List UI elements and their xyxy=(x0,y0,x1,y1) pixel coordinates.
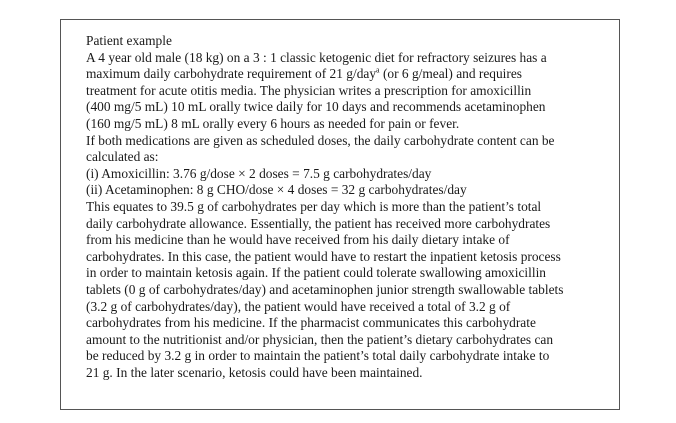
text-line: carbohydrates. In this case, the patient would have to restart the inpatient ketosis process xyxy=(86,248,561,264)
text-line: 21 g. In the later scenario, ketosis could have been maintained. xyxy=(86,364,423,380)
patient-example-box xyxy=(60,19,620,410)
text-line: This equates to 39.5 g of carbohydrates per day which is more than the patient’s total xyxy=(86,198,542,214)
text-line: treatment for acute otitis media. The physician writes a prescription for amoxicillin xyxy=(86,82,532,98)
text-segment: (or 6 g/meal) and requires xyxy=(379,66,523,82)
text-line: amount to the nutritionist and/or physician, then the patient’s dietary carbohydrates can xyxy=(86,331,554,347)
text-line: (400 mg/5 mL) 10 mL orally twice daily for 10 days and recommends acetaminophen xyxy=(86,99,546,115)
text-line: (160 mg/5 mL) 8 mL orally every 6 hours as needed for pain or fever. xyxy=(86,115,460,131)
text-line: calculated as: xyxy=(86,149,159,165)
text-line-with-footnote xyxy=(86,66,601,83)
box-title: Patient example xyxy=(86,33,172,48)
calc-acetaminophen: (ii) Acetaminophen: 8 g CHO/dose × 4 doses = 32 g carbohydrates/day xyxy=(86,182,467,198)
text-line: tablets (0 g of carbohydrates/day) and acetaminophen junior strength swallowable tablets xyxy=(86,281,564,297)
text-line: carbohydrates from his medicine. If the pharmacist communicates this carbohydrate xyxy=(86,315,536,331)
text-line: daily carbohydrate allowance. Essentially, the patient has received more carbohydrates xyxy=(86,215,551,231)
calc-amoxicillin: (i) Amoxicillin: 3.76 g/dose × 2 doses = 7.5 g carbohydrates/day xyxy=(86,165,432,181)
text-line: (3.2 g of carbohydrates/day), the patient would have received a total of 3.2 g of xyxy=(86,298,511,314)
footnote-marker: a xyxy=(376,65,380,75)
text-line: be reduced by 3.2 g in order to maintain the patient’s total daily carbohydrate intake to xyxy=(86,348,550,364)
text-line: A 4 year old male (18 kg) on a 3 : 1 classic ketogenic diet for refractory seizures has a xyxy=(86,49,547,65)
text-line: in order to maintain ketosis again. If the patient could tolerate swallowing amoxicillin xyxy=(86,265,546,281)
text-line: If both medications are given as scheduled doses, the daily carbohydrate content can be xyxy=(86,132,555,148)
text-line: from his medicine than he would have received from his daily dietary intake of xyxy=(86,232,510,248)
text-segment: maximum daily carbohydrate requirement of 21 g/day xyxy=(86,66,377,82)
